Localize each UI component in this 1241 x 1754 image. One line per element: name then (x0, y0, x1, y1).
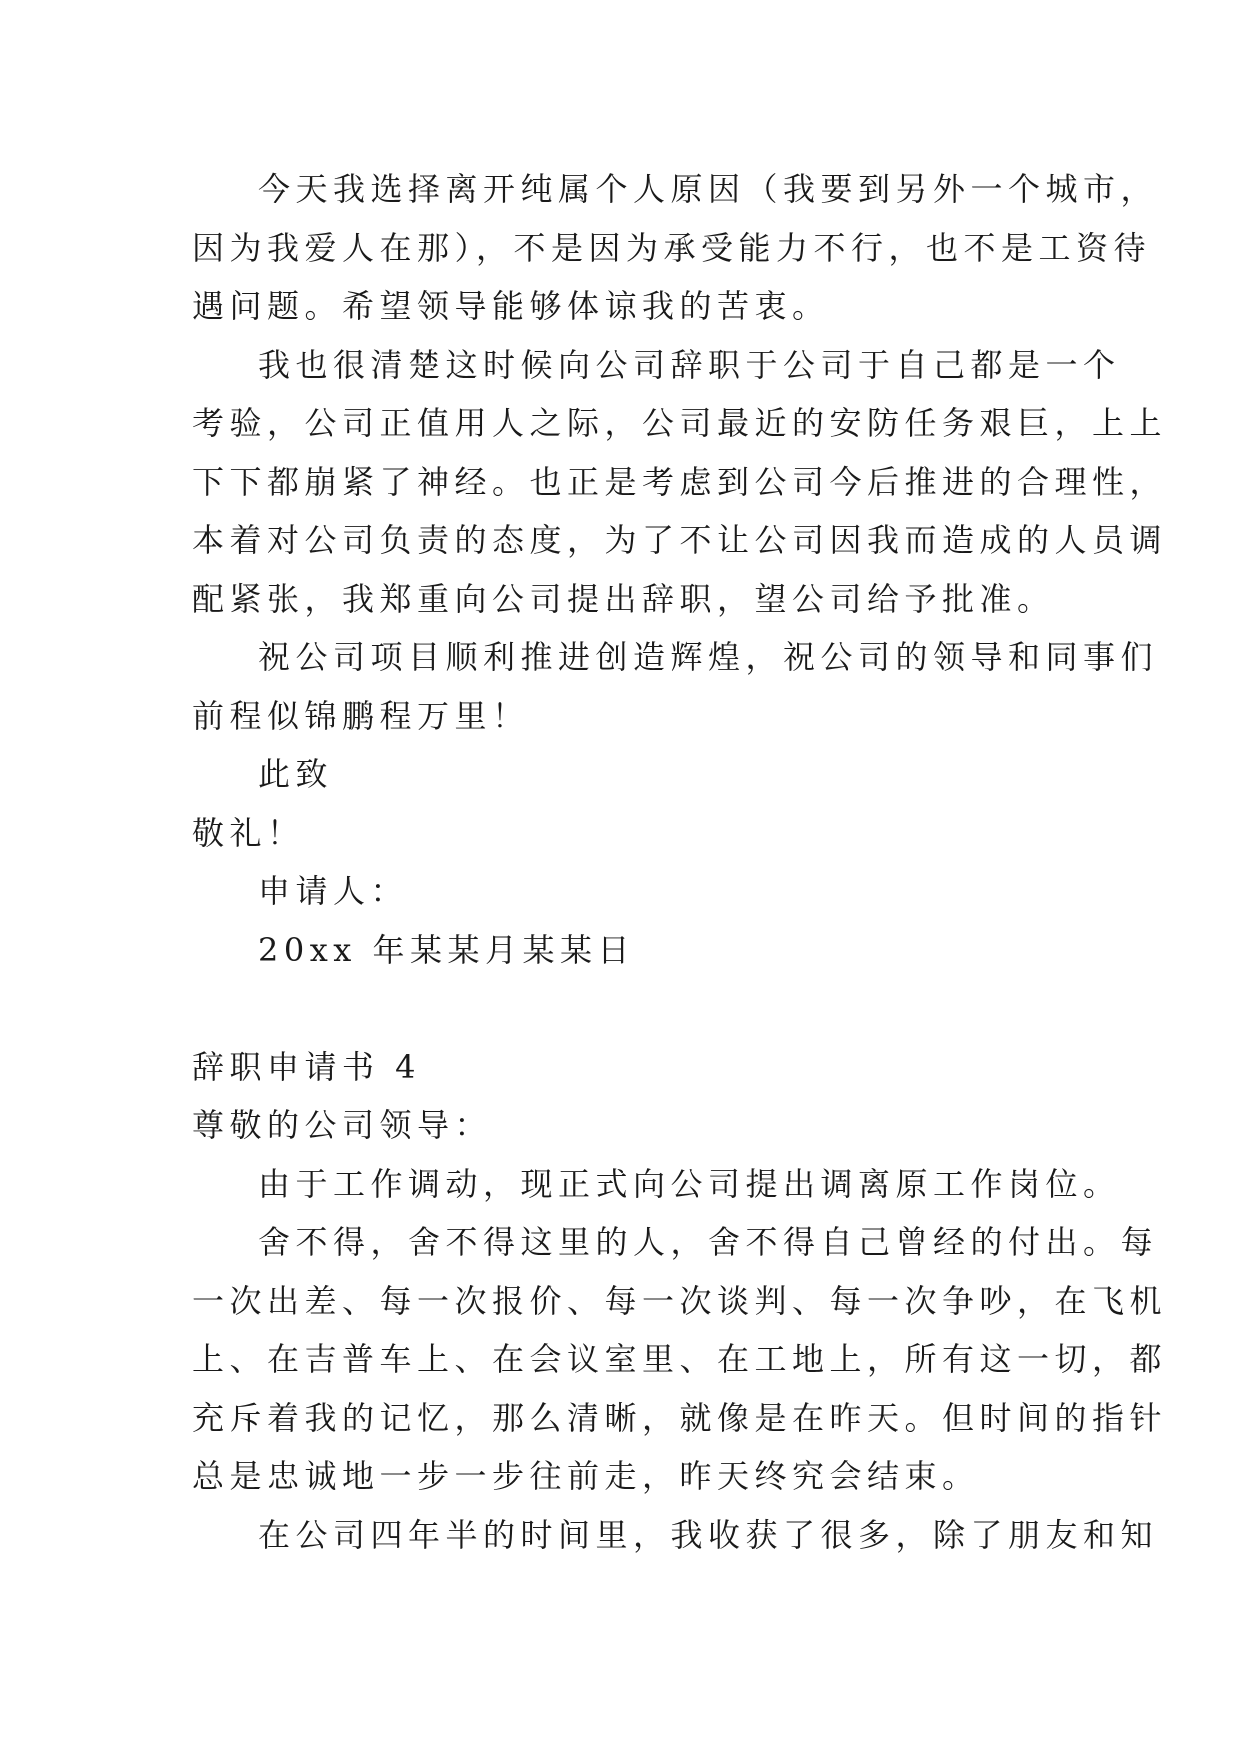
closing-phrase: 此致 (258, 755, 334, 793)
paragraph-line: 遇问题。希望领导能够体谅我的苦衷。 (192, 287, 830, 325)
applicant-label: 申请人： (258, 872, 409, 910)
paragraph-line: 考验，公司正值用人之际，公司最近的安防任务艰巨，上上 (192, 404, 1168, 442)
greeting: 尊敬的公司领导： (192, 1106, 493, 1144)
paragraph-line: 配紧张，我郑重向公司提出辞职，望公司给予批准。 (192, 579, 1055, 618)
paragraph-line: 我也很清楚这时候向公司辞职于公司于自己都是一个 (258, 345, 1121, 384)
paragraph-line: 舍不得，舍不得这里的人，舍不得自己曾经的付出。每 (258, 1223, 1159, 1261)
paragraph-line: 本着对公司负责的态度，为了不让公司因我而造成的人员调 (192, 521, 1168, 559)
paragraph-line: 总是忠诚地一步一步往前走，昨天终究会结束。 (192, 1457, 980, 1495)
paragraph-line: 在公司四年半的时间里，我收获了很多，除了朋友和知 (258, 1515, 1159, 1554)
paragraph-line: 下下都崩紧了神经。也正是考虑到公司今后推进的合理性， (192, 462, 1168, 501)
paragraph-line: 祝公司项目顺利推进创造辉煌，祝公司的领导和同事们 (258, 638, 1159, 676)
paragraph-line: 一次出差、每一次报价、每一次谈判、每一次争吵，在飞机 (192, 1281, 1168, 1320)
paragraph-line: 前程似锦鹏程万里！ (192, 696, 530, 735)
paragraph-line: 充斥着我的记忆，那么清晰，就像是在昨天。但时间的指针 (192, 1398, 1168, 1437)
paragraph-line: 今天我选择离开纯属个人原因（我要到另外一个城市， (258, 170, 1159, 208)
date-line: 20xx 年某某月某某日 (258, 930, 635, 969)
salutation: 敬礼！ (192, 813, 305, 852)
paragraph-line: 上、在吉普车上、在会议室里、在工地上，所有这一切，都 (192, 1340, 1168, 1378)
section-title: 辞职申请书 4 (192, 1047, 422, 1086)
blank-line (192, 979, 1052, 1038)
document-body (192, 160, 1168, 1564)
paragraph-line: 由于工作调动，现正式向公司提出调离原工作岗位。 (258, 1164, 1121, 1203)
paragraph-line: 因为我爱人在那），不是因为承受能力不行，也不是工资待 (192, 228, 1152, 267)
